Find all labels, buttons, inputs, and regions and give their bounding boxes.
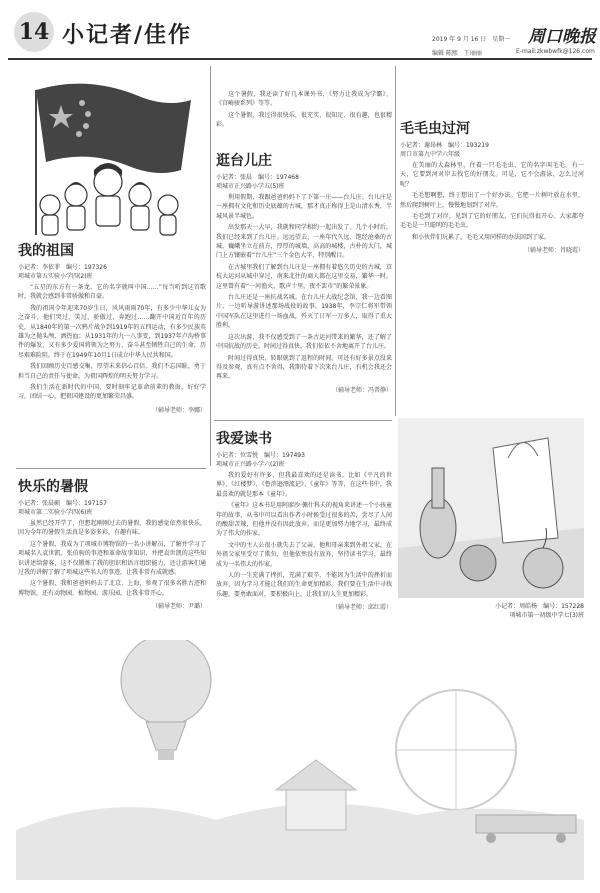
paper-logo: 周口晚报 bbox=[528, 27, 596, 47]
paragraph: 我的祖国今年迎来70岁生日，风风雨雨70年，有多少中华儿女为之奋斗，他们哭过、笑过、骄傲过，奔跑过……翻开中国近百年的历史，从1840年的第一次鸦片战争到1919年的五四运动，有多少民族英雄为之抛头颅、洒热血；从1931年的九一八事变，到1937年卢沟桥事件的爆发，又有多少爱国将领为之努力，奋斗甚至牺牲自己的生命，历尽艰难险阻，终于在1949年10月1日成立中华人民共和国。 bbox=[18, 304, 206, 359]
article-my-motherland bbox=[18, 240, 206, 414]
artist-line: 小记者：周皓杨 编号：157228 bbox=[495, 603, 584, 610]
paragraph: 我的爱好有许多，但我最喜欢的还是读书。比如《平凡的世界》、《红楼梦》、《鲁滨逊漂流记》、《童年》等等，在这些书中，我最喜欢的就是那本《童年》。 bbox=[216, 472, 392, 498]
author-line: 小记者：谢昂林 编号：193219 bbox=[400, 142, 489, 149]
paragraph: 我们生活在新时代的中国，要时刻牢记革命前辈的教诲，好好学习，团结一心，把祖国建设的更加繁荣昌盛。 bbox=[18, 384, 206, 401]
paragraph: 我们回顾历史百感交集，厚望未来信心百倍。我们不忘国耻，勇于担当自己的责任与使命，为祖国辉煌的明天努力学习。 bbox=[18, 363, 206, 380]
article-caterpillar bbox=[400, 118, 584, 254]
flag-children-illustration bbox=[16, 70, 206, 240]
editor-line: 编辑 陈熙 王丽丽 bbox=[432, 50, 482, 57]
school-line: 周口市第九中学六年级 bbox=[400, 151, 461, 158]
tutor-line: （辅导老师：肖晓霞） bbox=[523, 247, 584, 255]
paragraph: 这个暑假，我过得很快乐，很充实、很知足、很有趣，也很精彩。 bbox=[216, 111, 392, 129]
issue-date: 2019 年 9 月 16 日 星期一 bbox=[432, 36, 511, 43]
column-divider bbox=[395, 66, 396, 416]
paragraph: 在古城里我们了解到台儿庄是一座拥有着悠久历史的古城，京杭大运河从城中穿过，南来北往的商人都在这里交易，繁华一时，这里曾有着“一河渔火，歌声十里，夜不罢市”的繁荣景象。 bbox=[216, 263, 392, 290]
article-title: 我爱读书 bbox=[216, 431, 272, 447]
paragraph: 利用假期，我跟爸爸妈妈下了下第一庄——台儿庄。台儿庄是一座拥有文化和历史底蕴的古城，那才真正称得上是山清水秀，半城风景半城色。 bbox=[216, 194, 392, 220]
article-title: 我的祖国 bbox=[18, 243, 74, 259]
tutor-line: （辅导老师：冯普静） bbox=[331, 386, 392, 394]
artwork-caption bbox=[400, 602, 584, 620]
page-number: 14 bbox=[14, 12, 54, 52]
paragraph: 这个暑假，我和爸爸妈妈去了北京、上海，参观了很多名胜古迹和博物馆，还有动物园、植物园、游乐园，让我非常开心。 bbox=[18, 580, 206, 597]
paragraph: 虽然已经开学了，但想起刚刚过去的暑假，我的感觉依然很快乐，因为今年的暑假生活真是多姿多彩，有趣有味。 bbox=[18, 520, 206, 537]
still-life-sketch bbox=[398, 418, 584, 598]
section-divider bbox=[214, 420, 392, 421]
school-line: 项城市正兴路小学六(2)班 bbox=[216, 461, 285, 468]
article-title: 毛毛虫过河 bbox=[400, 121, 470, 137]
article-title: 快乐的暑假 bbox=[18, 479, 88, 495]
paragraph: 出发那天一大早，我就和同学相约一起出发了。几个小时后，我们已经来到了台儿庄。远远望去，一座年代久远、饱经沧桑的古城，巍峨坐立在前方，厚厚的城墙，高高的城楼，古朴的大门，城门上方镶嵌着“台儿庄”三个金色大字，特别醒目。 bbox=[216, 224, 392, 260]
paragraph: 和小伙伴们玩累了，毛毛又用同样的办法回到了家。 bbox=[412, 233, 551, 241]
school-line: 项城市第五实验小学四(2)班 bbox=[18, 273, 93, 280]
paragraph: 在美丽的大森林里，住着一只毛毛虫，它的名字叫毛毛。有一天，它要到河对岸去找它的好朋友。可是，它不会游泳，怎么过河呢？ bbox=[400, 162, 584, 188]
paragraph: 毛毛想啊想，终于想出了一个好办法。它把一片树叶放在水里，然后爬到树叶上，慢慢地划到了对岸。 bbox=[400, 192, 584, 209]
paragraph: “五星的东方有一条龙，它的名字就叫中国……”每当听到这首歌时，我就会感到非常骄傲和自豪。 bbox=[18, 284, 206, 301]
section-title: 小记者/佳作 bbox=[62, 22, 193, 48]
artist-school-line: 项城市第一初级中学七(3)班 bbox=[509, 612, 584, 619]
tutor-line: （辅导老师：邱红霞） bbox=[331, 604, 392, 612]
paragraph: 这次出游，我不仅感受到了一条古运河带来的繁华，还了解了中国抗战的历史。时间过得真快，我们依依不舍地离开了台儿庄。 bbox=[216, 333, 392, 351]
page-header bbox=[8, 8, 596, 60]
paragraph: 《童年》这本书是用阿廖沙·佩什科夫的视角来讲述一个小孩童年的故事，从书中可以看出作者小时候受过很多的苦，尝尽了人间的酸甜苦辣，但他并没有因此放弃，而是更加努力地学习，最终成为了伟大的作家。 bbox=[216, 502, 392, 538]
paragraph: 毛毛到了对岸，见到了它的好朋友，它们玩得很开心。大家都夸毛毛是一只聪明的毛毛虫。 bbox=[400, 213, 584, 230]
article-happy-summer bbox=[18, 476, 206, 610]
school-line: 项城市正兴路小学五(5)班 bbox=[216, 183, 285, 190]
author-line: 小记者：张晨硕 编号：197157 bbox=[18, 500, 107, 507]
email-line: E-mail:zkwbwfk@126.com bbox=[516, 48, 595, 55]
tutor-line: （辅导老师：李娜） bbox=[151, 406, 206, 414]
paragraph: 这个暑假，我还读了好几本课外书，《努力让我成为学霸》、《宫崎骏系列》等等。 bbox=[216, 91, 392, 108]
tutor-line: （辅导老师：尹璐） bbox=[151, 603, 206, 611]
section-divider bbox=[16, 468, 206, 469]
paragraph: 人的一生充满了挫折，充满了艰辛，不能因为生活中的挫折而放弃，因为学习才能让我们的生命更加精彩。我们要在生活中寻找乐趣，要勇敢面对，要积极向上，让我们的人生更加精彩。 bbox=[216, 572, 392, 598]
school-line: 项城市第二实验小学四(6)班 bbox=[18, 509, 93, 516]
column-divider bbox=[210, 66, 211, 466]
paragraph: 台儿庄还是一座抗战名城。在台儿庄大战纪念馆，我一边看图片，一边听导游讲述那场战役的故事。1938年，李宗仁将军带领中国军队在这里进行一场血战，歼灭了日军一万多人，取得了重大胜利。 bbox=[216, 294, 392, 330]
article-taierzhuang bbox=[216, 150, 392, 394]
article-love-reading bbox=[216, 428, 392, 611]
bottom-illustration bbox=[16, 640, 584, 880]
author-line: 小记者：李依菲 编号：197326 bbox=[18, 264, 107, 271]
paragraph: 这个暑假，我成为了项城市博物馆的一名小讲解员，了解并学习了项城名人袁世凯、张伯驹的事迹和革命故事知识，并把袁世凯的这些知识讲述给游客，这不仅锻炼了我的胆识和语言组织能力，还让游客们通过我的讲解了解了项城这些名人的事迹，让我非常有成就感。 bbox=[18, 540, 206, 577]
paragraph: 时间过得真快，转眼就到了返程的时间。可还有好多景点没来得及参观，真有点不舍得，我期待着下次来台儿庄，有机会我还会再来。 bbox=[216, 354, 392, 381]
paragraph: 文中的主人公很小就失去了父亲，他和母亲来到外祖父家，在外祖父家里受尽了欺负，但他依然没有放弃，坚持读书学习，最终成为一名伟大的作家。 bbox=[216, 541, 392, 568]
author-line: 小记者：张晨 编号：197468 bbox=[216, 174, 299, 181]
article-title: 逛台儿庄 bbox=[216, 153, 272, 169]
article-continuation bbox=[216, 88, 392, 130]
author-line: 小记者：位雪悦 编号：197493 bbox=[216, 452, 305, 459]
